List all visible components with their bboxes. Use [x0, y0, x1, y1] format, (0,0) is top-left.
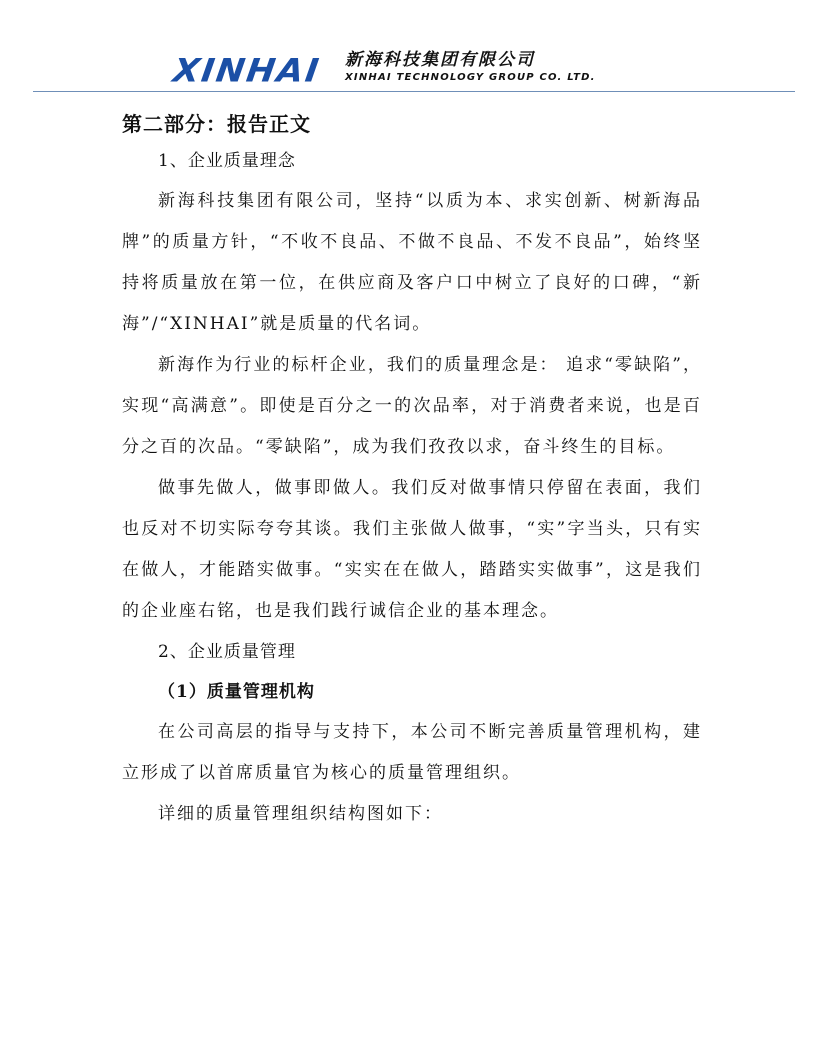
document-body	[122, 107, 702, 835]
company-name-en: XINHAI TECHNOLOGY GROUP CO. LTD.	[345, 72, 596, 83]
company-name-cn: 新海科技集团有限公司	[345, 50, 535, 70]
company-logo: XINHAI	[170, 52, 323, 90]
page-header	[0, 0, 816, 96]
subsection-heading-quality-org: （1）质量管理机构	[158, 682, 315, 702]
section-heading-quality-management: 2、企业质量管理	[158, 642, 296, 662]
paragraph: 详细的质量管理组织结构图如下：	[158, 804, 443, 824]
header-divider	[33, 91, 795, 92]
paragraph: 做事先做人，做事即做人。我们反对做事情只停留在表面，我们也反对不切实际夸夸其谈。我们主张做人做事，“实”字当头，只有实在做人，才能踏实做事。“实实在在做人，踏踏实实做事”，这是我们的企业座右铭，也是我们践行诚信企业的基本理念。	[122, 478, 702, 621]
paragraph: 在公司高层的指导与支持下，本公司不断完善质量管理机构，建立形成了以首席质量官为核心的质量管理组织。	[122, 722, 702, 783]
paragraph: 新海科技集团有限公司，坚持“以质为本、求实创新、树新海品牌”的质量方针，“不收不良品、不做不良品、不发不良品”，始终坚持将质量放在第一位，在供应商及客户口中树立了良好的口碑，“新海”/“XINHAI”就是质量的代名词。	[122, 191, 702, 334]
paragraph: 新海作为行业的标杆企业，我们的质量理念是： 追求“零缺陷”，实现“高满意”。即使是百分之一的次品率，对于消费者来说，也是百分之百的次品。“零缺陷”，成为我们孜孜以求，奋斗终生的目标。	[122, 355, 702, 457]
section-heading-quality-philosophy: 1、企业质量理念	[158, 151, 296, 171]
part-title: 第二部分：报告正文	[122, 112, 311, 136]
